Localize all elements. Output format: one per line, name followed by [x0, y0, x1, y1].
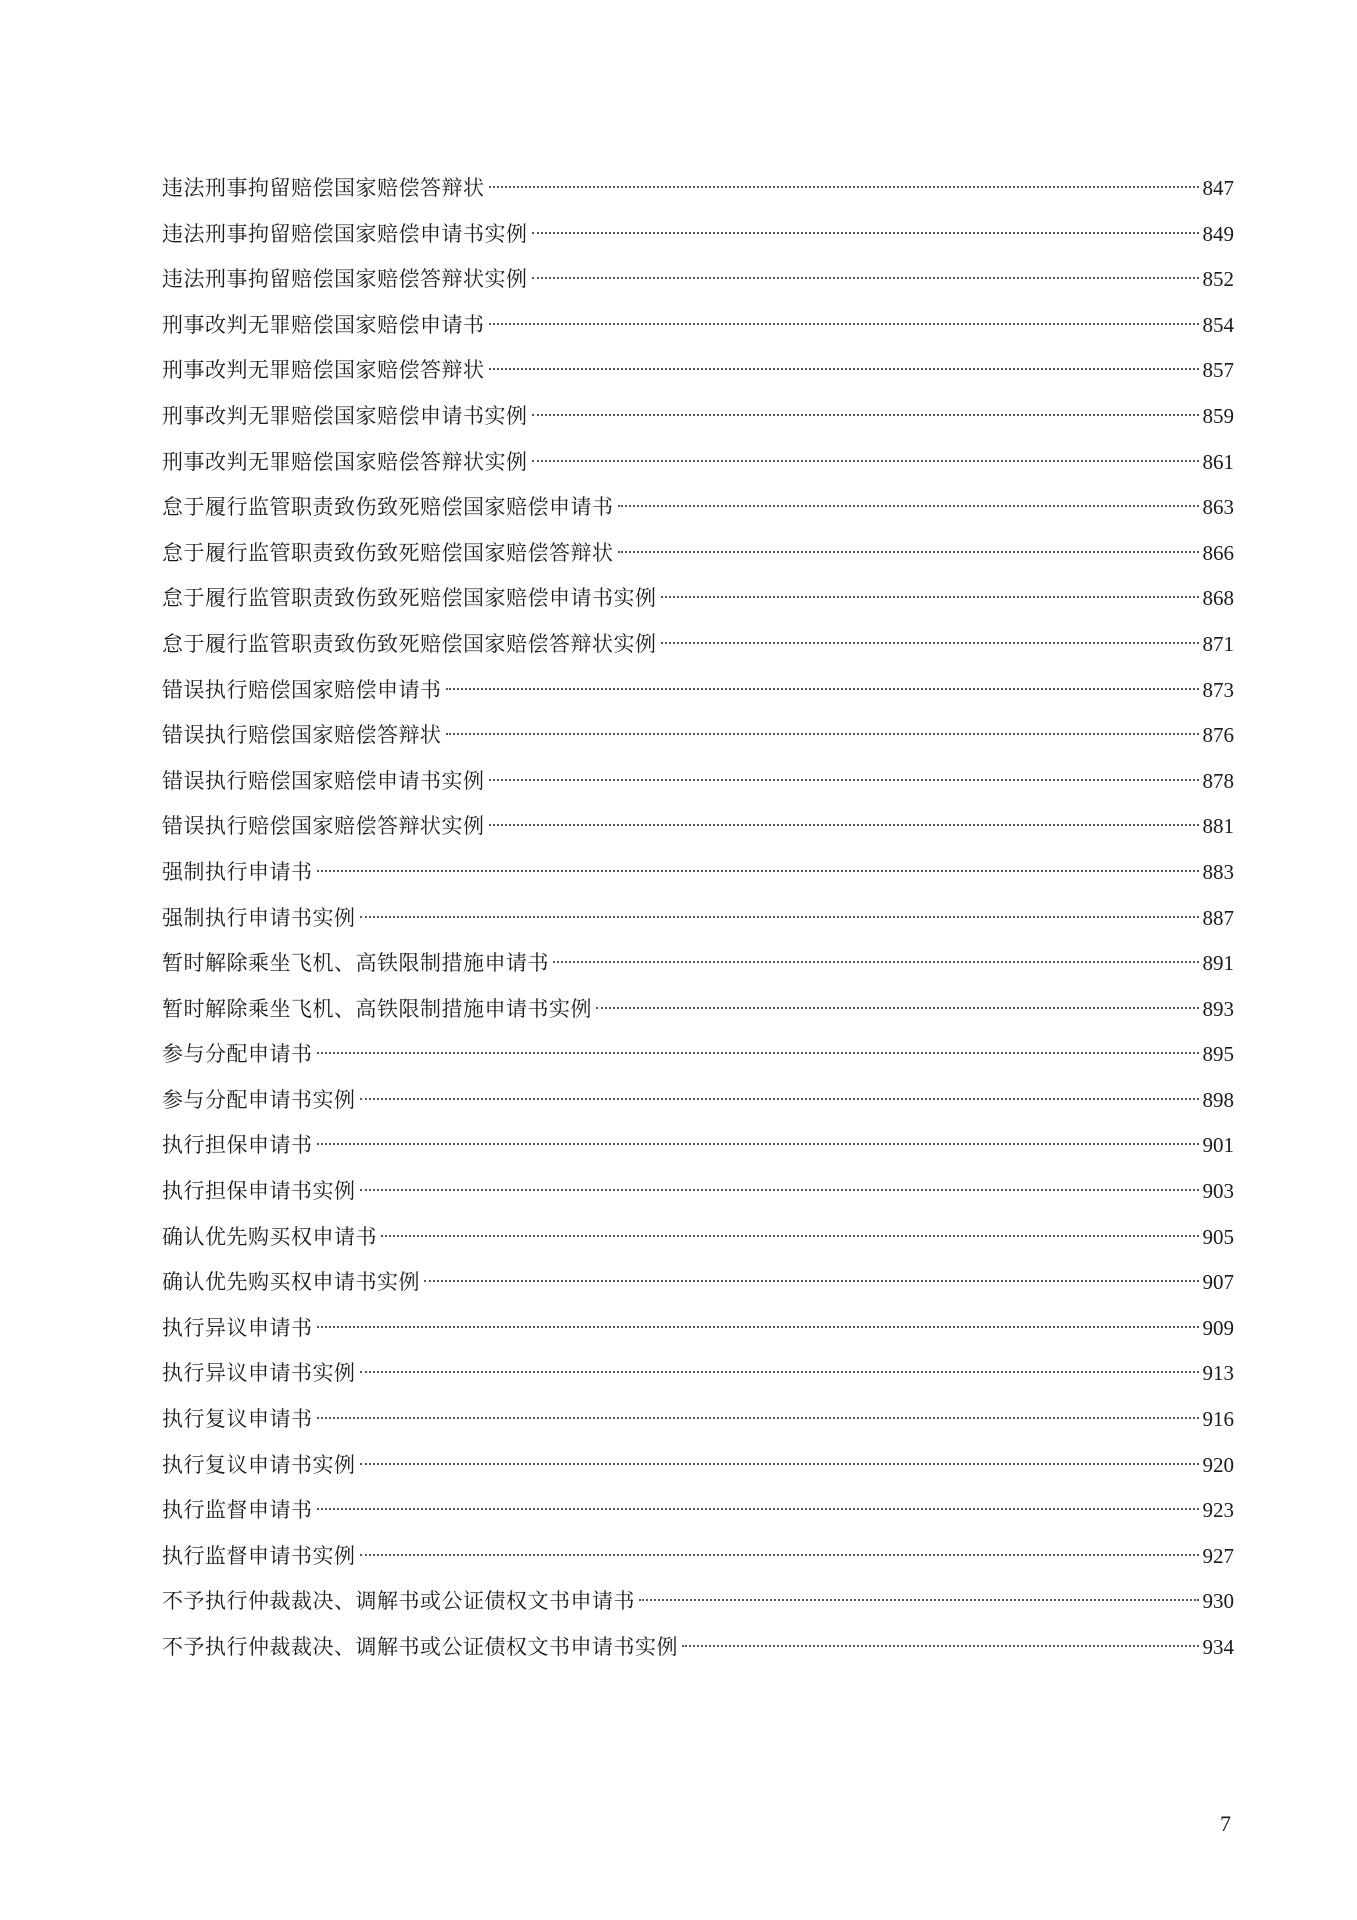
toc-dot-leader	[553, 961, 1199, 963]
toc-entry-page: 847	[1202, 176, 1234, 200]
toc-entry-page: 849	[1202, 221, 1234, 246]
toc-entry-page: 881	[1202, 814, 1234, 839]
toc-entry-page: 893	[1202, 996, 1234, 1021]
toc-entry	[162, 1169, 1234, 1215]
toc-entry-title: 违法刑事拘留赔偿国家赔偿答辩状实例	[162, 267, 528, 292]
toc-entry-page: 916	[1202, 1407, 1234, 1432]
toc-entry-page: 857	[1202, 358, 1234, 383]
toc-entry	[162, 1123, 1234, 1169]
toc-dot-leader	[446, 688, 1199, 690]
toc-dot-leader	[532, 460, 1199, 462]
toc-dot-leader	[489, 824, 1199, 826]
toc-entry	[162, 941, 1234, 987]
toc-entry-page: 901	[1202, 1133, 1234, 1158]
table-of-contents	[162, 166, 1234, 1671]
toc-entry	[162, 531, 1234, 577]
toc-entry-title: 违法刑事拘留赔偿国家赔偿答辩状	[162, 176, 485, 200]
toc-dot-leader	[489, 323, 1199, 325]
toc-entry	[162, 212, 1234, 258]
toc-entry-title: 执行复议申请书实例	[162, 1452, 356, 1477]
toc-dot-leader	[360, 1189, 1199, 1191]
toc-entry-title: 刑事改判无罪赔偿国家赔偿答辩状	[162, 358, 485, 383]
toc-entry-page: 903	[1202, 1179, 1234, 1204]
toc-entry	[162, 1306, 1234, 1352]
toc-entry	[162, 1351, 1234, 1397]
toc-entry-title: 怠于履行监管职责致伤致死赔偿国家赔偿答辩状实例	[162, 631, 657, 656]
toc-entry	[162, 440, 1234, 486]
toc-dot-leader	[317, 870, 1199, 872]
toc-dot-leader	[317, 1143, 1199, 1145]
toc-entry	[162, 1579, 1234, 1625]
toc-entry-title: 执行监督申请书实例	[162, 1543, 356, 1568]
toc-entry-title: 执行监督申请书	[162, 1498, 313, 1523]
toc-entry-title: 违法刑事拘留赔偿国家赔偿申请书实例	[162, 221, 528, 246]
toc-entry-page: 934	[1202, 1635, 1234, 1659]
toc-entry-page: 895	[1202, 1042, 1234, 1067]
toc-entry-page: 852	[1202, 267, 1234, 292]
toc-dot-leader	[446, 733, 1199, 735]
toc-dot-leader	[532, 277, 1199, 279]
toc-entry-title: 参与分配申请书实例	[162, 1087, 356, 1112]
toc-entry	[162, 622, 1234, 668]
toc-entry-page: 859	[1202, 403, 1234, 428]
toc-entry-title: 刑事改判无罪赔偿国家赔偿答辩状实例	[162, 449, 528, 474]
toc-dot-leader	[317, 1326, 1199, 1328]
toc-dot-leader	[661, 596, 1199, 598]
toc-entry	[162, 1260, 1234, 1306]
toc-entry-page: 866	[1202, 540, 1234, 565]
toc-entry-title: 强制执行申请书实例	[162, 905, 356, 930]
toc-entry	[162, 713, 1234, 759]
toc-entry-page: 854	[1202, 312, 1234, 337]
toc-dot-leader	[489, 368, 1199, 370]
toc-dot-leader	[489, 779, 1199, 781]
toc-entry	[162, 668, 1234, 714]
toc-entry	[162, 896, 1234, 942]
toc-entry-title: 不予执行仲裁裁决、调解书或公证债权文书申请书	[162, 1589, 635, 1614]
toc-dot-leader	[381, 1235, 1199, 1237]
toc-entry-title: 错误执行赔偿国家赔偿答辩状实例	[162, 814, 485, 839]
toc-entry	[162, 394, 1234, 440]
toc-entry	[162, 987, 1234, 1033]
toc-entry-title: 执行异议申请书	[162, 1315, 313, 1340]
toc-entry	[162, 1032, 1234, 1078]
toc-dot-leader	[661, 642, 1199, 644]
toc-dot-leader	[360, 1098, 1199, 1100]
toc-entry-page: 878	[1202, 768, 1234, 793]
toc-entry-title: 不予执行仲裁裁决、调解书或公证债权文书申请书实例	[162, 1635, 678, 1659]
toc-entry-page: 868	[1202, 586, 1234, 611]
toc-dot-leader	[532, 232, 1199, 234]
toc-entry-page: 913	[1202, 1361, 1234, 1386]
toc-entry	[162, 1443, 1234, 1489]
toc-entry-page: 907	[1202, 1270, 1234, 1295]
toc-entry-title: 刑事改判无罪赔偿国家赔偿申请书实例	[162, 403, 528, 428]
toc-entry-title: 怠于履行监管职责致伤致死赔偿国家赔偿申请书实例	[162, 586, 657, 611]
toc-entry-title: 错误执行赔偿国家赔偿申请书	[162, 677, 442, 702]
toc-entry	[162, 850, 1234, 896]
toc-entry	[162, 348, 1234, 394]
toc-entry-title: 确认优先购买权申请书实例	[162, 1270, 420, 1295]
toc-entry	[162, 1078, 1234, 1124]
toc-entry	[162, 485, 1234, 531]
toc-dot-leader	[360, 1554, 1199, 1556]
toc-entry-page: 887	[1202, 905, 1234, 930]
toc-dot-leader	[489, 186, 1199, 188]
toc-entry-title: 执行复议申请书	[162, 1407, 313, 1432]
toc-entry	[162, 166, 1234, 212]
toc-dot-leader	[317, 1508, 1199, 1510]
toc-entry-page: 883	[1202, 859, 1234, 884]
toc-dot-leader	[360, 916, 1199, 918]
toc-entry-title: 执行担保申请书	[162, 1133, 313, 1158]
toc-entry-page: 905	[1202, 1224, 1234, 1249]
toc-dot-leader	[424, 1280, 1199, 1282]
toc-dot-leader	[317, 1052, 1199, 1054]
page-number: 7	[1220, 1811, 1231, 1836]
toc-entry	[162, 1488, 1234, 1534]
toc-dot-leader	[317, 1417, 1199, 1419]
toc-dot-leader	[360, 1371, 1199, 1373]
toc-entry	[162, 804, 1234, 850]
toc-entry-page: 891	[1202, 951, 1234, 976]
toc-entry-page: 898	[1202, 1087, 1234, 1112]
toc-entry-title: 确认优先购买权申请书	[162, 1224, 377, 1249]
toc-entry	[162, 1534, 1234, 1580]
toc-entry-title: 错误执行赔偿国家赔偿答辩状	[162, 723, 442, 748]
toc-entry-page: 909	[1202, 1315, 1234, 1340]
toc-entry-page: 873	[1202, 677, 1234, 702]
toc-entry-page: 861	[1202, 449, 1234, 474]
toc-dot-leader	[618, 551, 1199, 553]
toc-entry-page: 930	[1202, 1589, 1234, 1614]
toc-entry	[162, 257, 1234, 303]
toc-entry	[162, 303, 1234, 349]
toc-entry-page: 923	[1202, 1498, 1234, 1523]
toc-entry	[162, 576, 1234, 622]
toc-entry-page: 920	[1202, 1452, 1234, 1477]
toc-dot-leader	[360, 1463, 1199, 1465]
toc-entry-title: 刑事改判无罪赔偿国家赔偿申请书	[162, 312, 485, 337]
toc-dot-leader	[682, 1645, 1199, 1647]
toc-entry-page: 871	[1202, 631, 1234, 656]
toc-entry	[162, 1625, 1234, 1671]
toc-entry-title: 强制执行申请书	[162, 859, 313, 884]
toc-entry	[162, 1397, 1234, 1443]
toc-dot-leader	[618, 505, 1199, 507]
toc-entry-title: 执行担保申请书实例	[162, 1179, 356, 1204]
toc-entry-title: 怠于履行监管职责致伤致死赔偿国家赔偿申请书	[162, 495, 614, 520]
toc-entry-title: 执行异议申请书实例	[162, 1361, 356, 1386]
toc-entry-title: 怠于履行监管职责致伤致死赔偿国家赔偿答辩状	[162, 540, 614, 565]
toc-dot-leader	[532, 414, 1199, 416]
toc-entry	[162, 759, 1234, 805]
toc-entry-page: 863	[1202, 495, 1234, 520]
toc-entry-title: 暂时解除乘坐飞机、高铁限制措施申请书	[162, 951, 549, 976]
toc-entry-title: 错误执行赔偿国家赔偿申请书实例	[162, 768, 485, 793]
toc-entry-page: 927	[1202, 1543, 1234, 1568]
toc-entry-page: 876	[1202, 723, 1234, 748]
toc-dot-leader	[596, 1007, 1199, 1009]
toc-entry-title: 参与分配申请书	[162, 1042, 313, 1067]
toc-entry	[162, 1215, 1234, 1261]
toc-dot-leader	[639, 1599, 1199, 1601]
toc-entry-title: 暂时解除乘坐飞机、高铁限制措施申请书实例	[162, 996, 592, 1021]
